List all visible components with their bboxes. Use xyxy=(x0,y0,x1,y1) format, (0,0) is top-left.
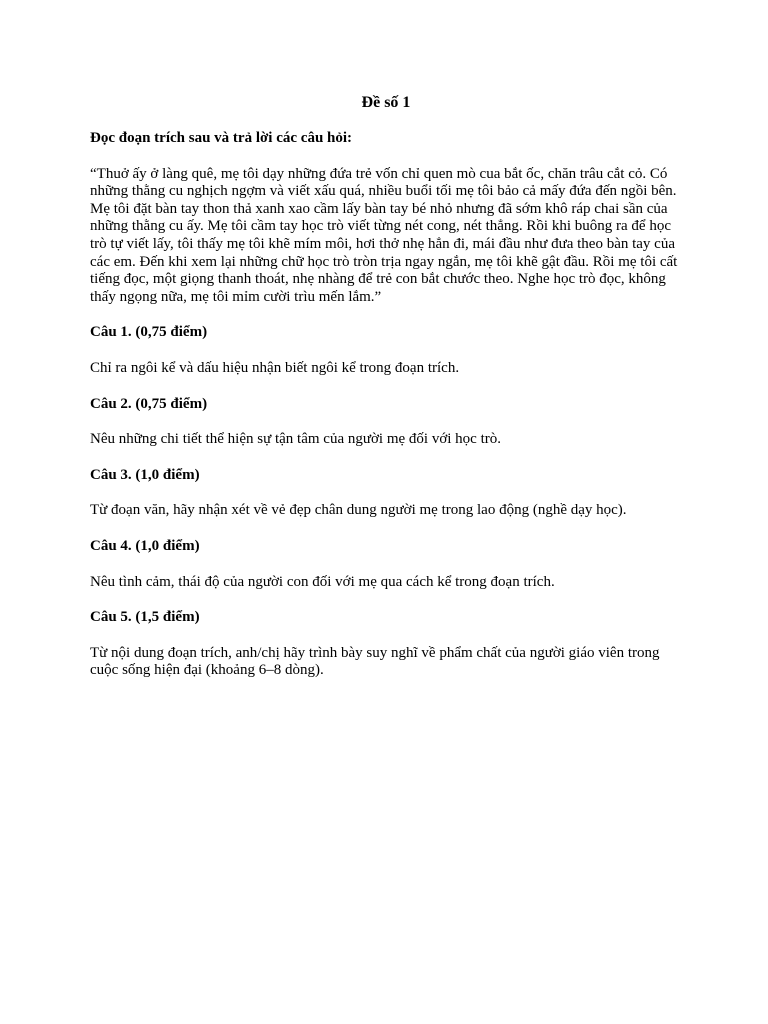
question-2-text: Nêu những chi tiết thể hiện sự tận tâm của người mẹ đối với học trò. xyxy=(90,431,501,448)
question-3-heading: Câu 3. (1,0 điểm) xyxy=(90,466,200,483)
question-2-heading: Câu 2. (0,75 điểm) xyxy=(90,395,208,412)
document-title: Đề số 1 xyxy=(361,94,411,111)
passage-text: “Thuở ấy ở làng quê, mẹ tôi dạy những đứa trẻ vốn chỉ quen mò cua bắt ốc, chăn trâu cắt cỏ. Có những thằng cu nghịch ngợm và viết xấu quá, nhiều buổi tối mẹ tôi bảo cả mấy đứa đến ngồi bên. Mẹ tôi đặt bàn tay thon thả xanh xao cầm lấy bàn tay bé nhỏ nhưng đã sớm khô ráp chai sần của những thằng cu ấy. Mẹ tôi cầm tay học trò viết từng nét cong, nét thẳng. Rồi khi buông ra để học trò tự viết lấy, tôi thấy mẹ tôi khẽ mím môi, hơi thở nhẹ hẳn đi, mái đầu như đưa theo bàn tay của các em. Đến khi xem lại những chữ học trò tròn trịa ngay ngắn, mẹ tôi khẽ gật đầu. Rồi mẹ tôi cất tiếng đọc, một giọng thanh thoát, nhẹ nhàng để trẻ con bắt chước theo. Nghe học trò đọc, không thấy ngọng nữa, mẹ tôi mỉm cười trìu mến lắm.” xyxy=(90,165,678,305)
question-5-text: Từ nội dung đoạn trích, anh/chị hãy trình bày suy nghĩ về phẩm chất của người giáo viên trong cuộc sống hiện đại (khoảng 6–8 dòng). xyxy=(90,644,660,679)
question-5-heading: Câu 5. (1,5 điểm) xyxy=(90,609,200,626)
question-1-text: Chỉ ra ngôi kể và dấu hiệu nhận biết ngôi kể trong đoạn trích. xyxy=(90,359,460,376)
question-3-text: Từ đoạn văn, hãy nhận xét về vẻ đẹp chân dung người mẹ trong lao động (nghề dạy học). xyxy=(90,502,627,519)
question-1-heading: Câu 1. (0,75 điểm) xyxy=(90,324,208,341)
question-4-heading: Câu 4. (1,0 điểm) xyxy=(90,537,200,554)
document-page xyxy=(90,93,682,698)
instruction-text: Đọc đoạn trích sau và trả lời các câu hỏi: xyxy=(90,130,353,146)
question-4-text: Nêu tình cảm, thái độ của người con đối với mẹ qua cách kể trong đoạn trích. xyxy=(90,573,555,590)
